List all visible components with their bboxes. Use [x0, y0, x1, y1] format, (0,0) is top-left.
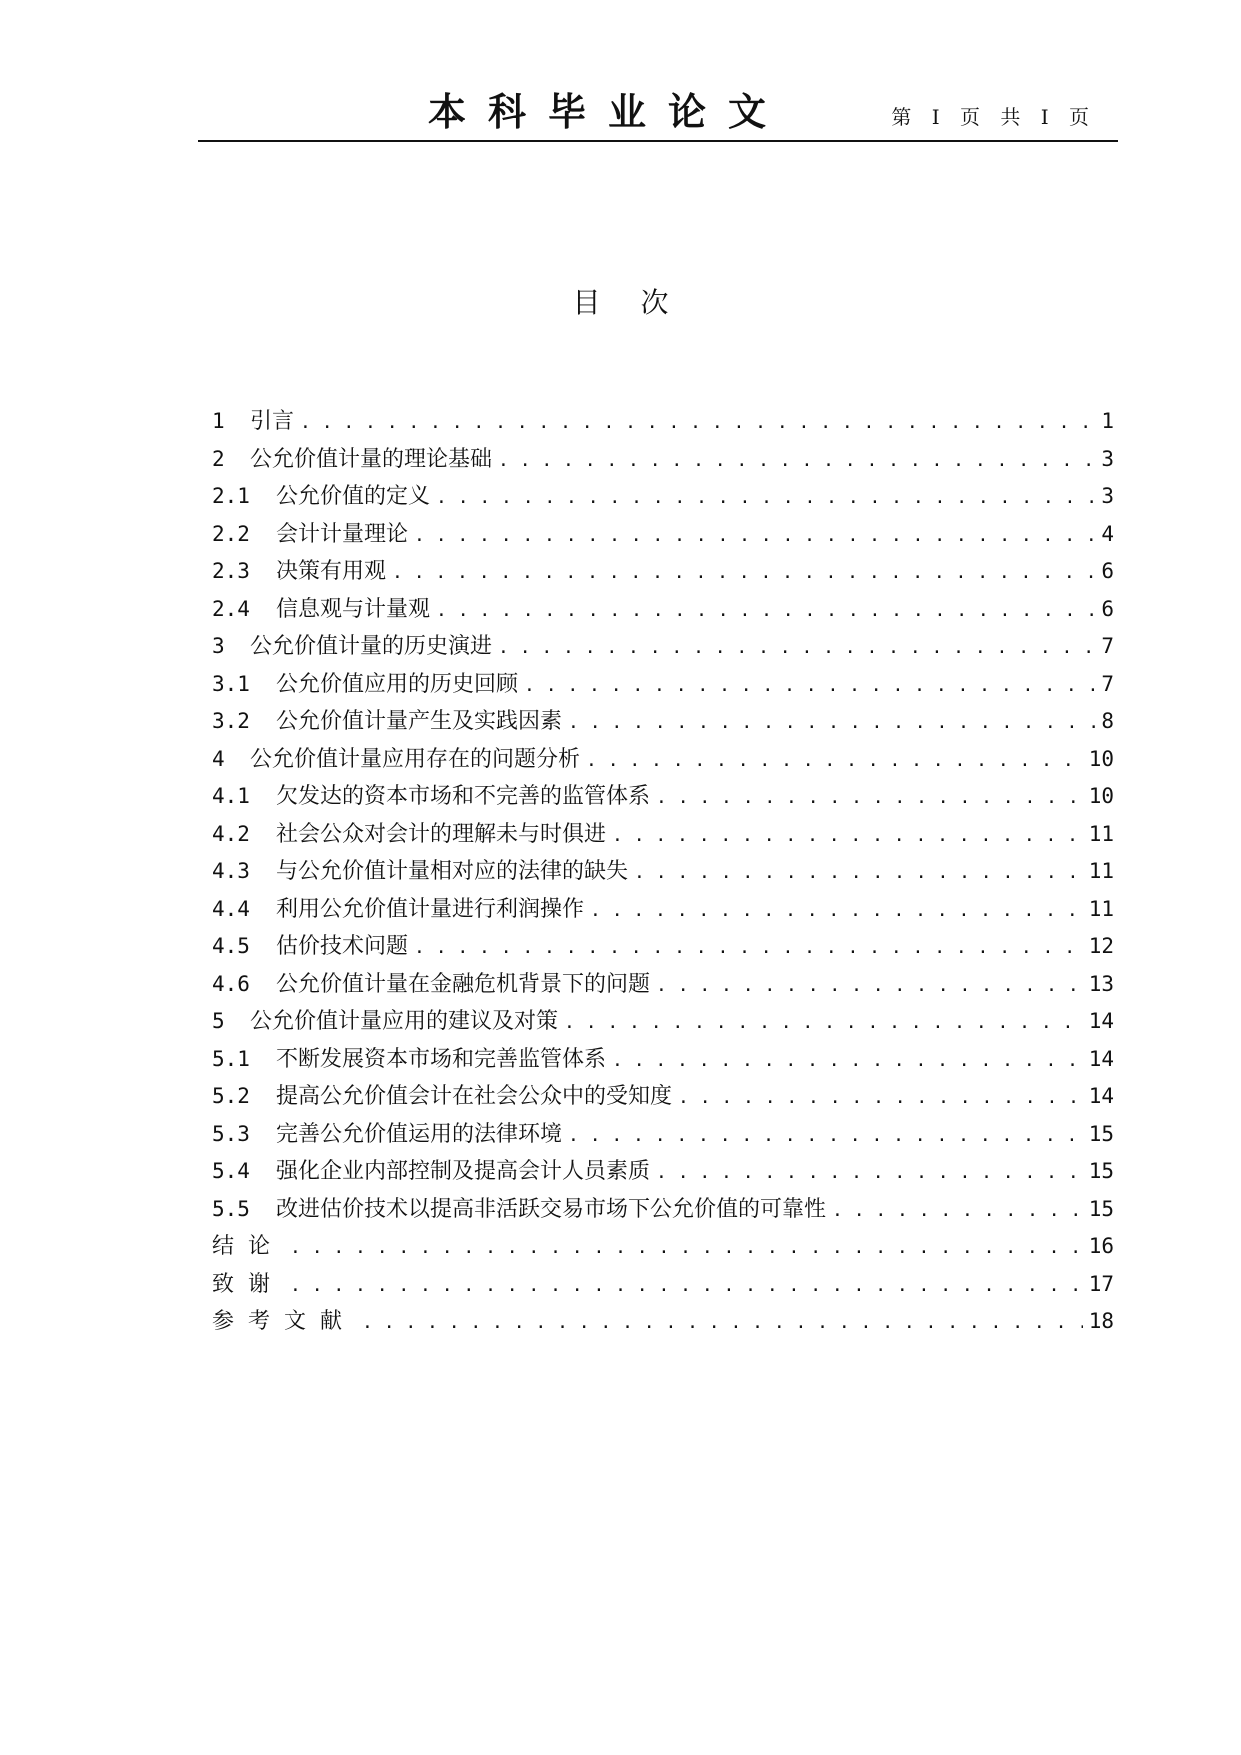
toc-entry-page: 14 [1088, 1046, 1114, 1071]
toc-entry-page: 3 [1101, 446, 1114, 471]
toc-entry-page: 3 [1101, 484, 1114, 508]
toc-entry-number: 2.3 [212, 559, 250, 583]
toc-entry[interactable] [212, 553, 1114, 591]
toc-entry-number: 5.4 [212, 1159, 250, 1183]
toc-entry-number: 3.2 [212, 709, 250, 733]
toc-leader-dots [656, 1154, 1083, 1192]
toc-leader-dots [678, 1079, 1083, 1117]
toc-entry-number: 1 [212, 409, 225, 433]
page-header [198, 88, 1118, 142]
toc-entry[interactable] [212, 1003, 1114, 1041]
toc-entry-title: 信息观与计量观 [276, 596, 431, 622]
toc-entry[interactable] [212, 703, 1114, 741]
toc-entry-page: 11 [1088, 896, 1114, 921]
toc-entry-title: 提高公允价值会计在社会公众中的受知度 [276, 1084, 673, 1109]
toc-leader-dots [436, 592, 1095, 630]
toc-entry-title: 参考文献 [212, 1309, 357, 1334]
toc-entry-title: 公允价值的定义 [276, 484, 431, 509]
toc-entry-page: 7 [1101, 634, 1114, 658]
toc-entry[interactable] [212, 928, 1114, 966]
toc-leader-dots [362, 1304, 1083, 1342]
toc-entry-title: 致谢 [212, 1271, 285, 1297]
toc-entry[interactable] [212, 1303, 1114, 1341]
toc-entry-title: 公允价值计量应用存在的问题分析 [250, 746, 581, 772]
toc-entry-number: 5.5 [212, 1196, 250, 1221]
toc-entry[interactable] [212, 1191, 1114, 1229]
toc-entry-title: 强化企业内部控制及提高会计人员素质 [276, 1159, 651, 1184]
toc-entry-page: 15 [1088, 1121, 1114, 1146]
toc-entry-page: 14 [1088, 1084, 1114, 1108]
toc-entry-number: 2.2 [212, 521, 250, 546]
toc-entry[interactable] [212, 591, 1114, 629]
toc-leader-dots [290, 1229, 1083, 1267]
toc-entry-title: 公允价值计量应用的建议及对策 [250, 1009, 559, 1034]
toc-entry-title: 公允价值计量在金融危机背景下的问题 [276, 971, 651, 997]
toc-entry-page: 17 [1088, 1271, 1114, 1296]
toc-entry-title: 公允价值计量的历史演进 [250, 634, 493, 659]
toc-leader-dots [524, 667, 1095, 705]
toc-entry[interactable] [212, 891, 1114, 929]
toc-entry-title: 社会公众对会计的理解未与时俱进 [276, 821, 607, 847]
toc-entry-number: 4.3 [212, 859, 250, 883]
toc-leader-dots [564, 1004, 1083, 1042]
toc-leader-dots [414, 929, 1083, 967]
toc-entry-page: 11 [1088, 859, 1114, 883]
toc-leader-dots [586, 742, 1083, 780]
toc-entry-title: 欠发达的资本市场和不完善的监管体系 [276, 784, 651, 809]
toc-entry[interactable] [212, 1078, 1114, 1116]
toc-entry[interactable] [212, 778, 1114, 816]
toc-entry-number: 5.1 [212, 1046, 250, 1071]
toc-entry-title: 公允价值计量产生及实践因素 [276, 709, 563, 734]
toc-entry-title: 结论 [212, 1234, 285, 1259]
toc-entry-title: 决策有用观 [276, 559, 387, 584]
toc-leader-dots [612, 817, 1083, 855]
toc-leader-dots [436, 479, 1095, 517]
toc-title: 目次 [572, 286, 709, 319]
toc-entry-title: 完善公允价值运用的法律环境 [276, 1121, 563, 1147]
toc-entry-number: 5 [212, 1009, 225, 1033]
toc-leader-dots [568, 1117, 1083, 1155]
toc-entry[interactable] [212, 1116, 1114, 1154]
toc-entry[interactable] [212, 441, 1114, 479]
toc-entry-number: 3 [212, 634, 225, 658]
toc-leader-dots [392, 554, 1095, 592]
toc-entry-page: 11 [1088, 821, 1114, 846]
toc-entry-page: 18 [1088, 1309, 1114, 1333]
toc-entry[interactable] [212, 666, 1114, 704]
toc-leader-dots [568, 704, 1095, 742]
toc-entry-page: 16 [1088, 1234, 1114, 1258]
toc-entry[interactable] [212, 853, 1114, 891]
toc-entry-number: 4.1 [212, 784, 250, 808]
toc-entry-number: 3.1 [212, 671, 250, 696]
toc-entry-number: 2.4 [212, 596, 250, 621]
toc-leader-dots [414, 517, 1095, 555]
toc-entry-page: 12 [1088, 934, 1114, 958]
toc-entry-number: 2.1 [212, 484, 250, 508]
toc-entry-title: 利用公允价值计量进行利润操作 [276, 896, 585, 922]
toc-entry-number: 5.2 [212, 1084, 250, 1108]
toc-leader-dots [656, 779, 1083, 817]
toc-entry[interactable] [212, 816, 1114, 854]
toc-entry-number: 4.5 [212, 934, 250, 958]
toc-entry-number: 4.4 [212, 896, 250, 921]
toc-entry-page: 7 [1101, 671, 1114, 696]
toc-leader-dots [590, 892, 1083, 930]
toc-entry-title: 与公允价值计量相对应的法律的缺失 [276, 859, 629, 884]
toc-entry-title: 改进估价技术以提高非活跃交易市场下公允价值的可靠性 [276, 1196, 827, 1222]
toc-entry-page: 1 [1101, 409, 1114, 433]
toc-leader-dots [498, 629, 1095, 667]
toc-entry-page: 4 [1101, 521, 1114, 546]
toc-leader-dots [656, 967, 1083, 1005]
table-of-contents [212, 403, 1114, 1341]
toc-entry[interactable] [212, 403, 1114, 441]
toc-entry[interactable] [212, 1041, 1114, 1079]
toc-entry[interactable] [212, 516, 1114, 554]
toc-entry-page: 15 [1088, 1196, 1114, 1221]
toc-entry-title: 公允价值应用的历史回顾 [276, 671, 519, 697]
toc-entry-page: 8 [1101, 709, 1114, 733]
toc-leader-dots [290, 1267, 1083, 1305]
toc-entry-page: 10 [1088, 784, 1114, 808]
toc-entry[interactable] [212, 1228, 1114, 1266]
toc-entry-number: 2 [212, 446, 225, 471]
toc-entry-page: 10 [1088, 746, 1114, 771]
toc-leader-dots [300, 404, 1095, 442]
toc-entry-page: 13 [1088, 971, 1114, 996]
toc-entry-page: 6 [1101, 596, 1114, 621]
toc-entry[interactable] [212, 478, 1114, 516]
header-page-info: 第 I 页 共 I 页 [891, 105, 1096, 129]
toc-entry[interactable] [212, 966, 1114, 1004]
toc-entry-title: 会计计量理论 [276, 521, 409, 547]
toc-entry[interactable] [212, 628, 1114, 666]
toc-entry-page: 15 [1088, 1159, 1114, 1183]
toc-entry[interactable] [212, 741, 1114, 779]
toc-entry-page: 6 [1101, 559, 1114, 583]
toc-entry-title: 不断发展资本市场和完善监管体系 [276, 1046, 607, 1072]
thesis-header-title: 本科毕业论文 [428, 90, 789, 134]
toc-leader-dots [612, 1042, 1083, 1080]
toc-leader-dots [634, 854, 1083, 892]
toc-entry-title: 引言 [250, 409, 295, 434]
toc-entry[interactable] [212, 1266, 1114, 1304]
toc-entry-title: 估价技术问题 [276, 934, 409, 959]
toc-entry-number: 4.6 [212, 971, 250, 996]
toc-entry[interactable] [212, 1153, 1114, 1191]
toc-entry-title: 公允价值计量的理论基础 [250, 446, 493, 472]
toc-leader-dots [498, 442, 1095, 480]
toc-leader-dots [832, 1192, 1083, 1230]
toc-entry-page: 14 [1088, 1009, 1114, 1033]
toc-entry-number: 5.3 [212, 1121, 250, 1146]
toc-entry-number: 4 [212, 746, 225, 771]
toc-entry-number: 4.2 [212, 821, 250, 846]
